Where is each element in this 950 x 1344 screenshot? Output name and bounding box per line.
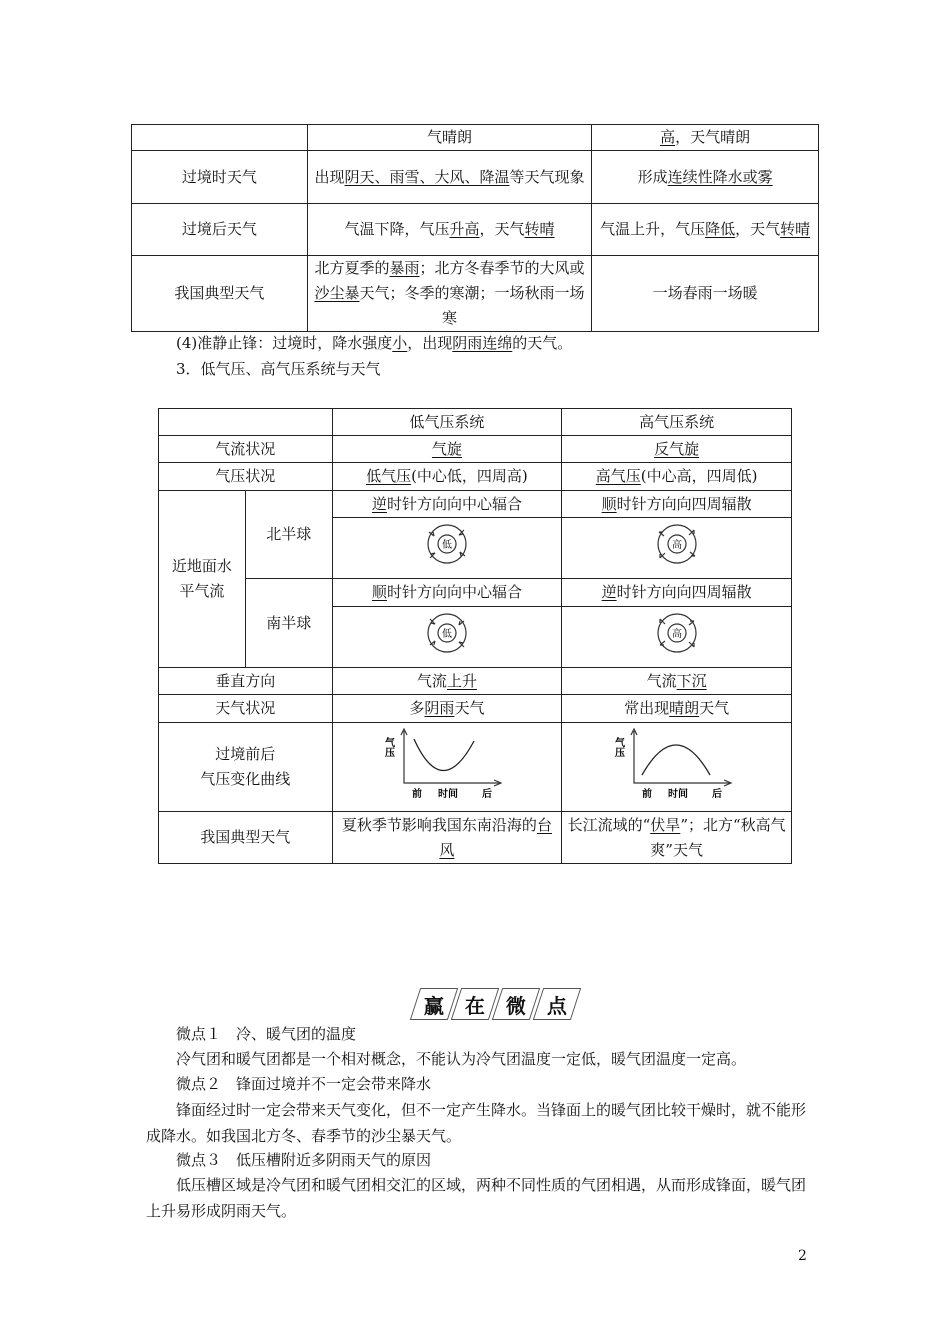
front-weather-table [131,124,819,332]
cell-after-warm [592,204,819,256]
point-3-title: 微点３ 低压槽附近多阴雨天气的原因 [176,1151,432,1169]
text-segment: 夏秋季节影响我国东南沿海的 [341,815,537,834]
banner-char-3: 微 [492,988,540,1020]
cell-typical-cold [307,256,592,332]
text-segment: 多 [409,699,425,717]
svg-text:后: 后 [711,789,722,800]
text-segment: 北方夏季的 [314,259,390,277]
text-segment: ，天气 [479,220,525,238]
svg-text:高: 高 [671,540,682,551]
point-1-title: 微点１ 冷、暖气团的温度 [176,1025,357,1043]
text-segment: 时针方向向中心辐合 [386,583,522,601]
svg-text:时间: 时间 [437,789,458,800]
underlined-answer: 阴雨连绵 [452,334,513,352]
cyclone-north-diagram [417,518,477,570]
svg-text:高: 高 [671,629,682,640]
text-segment: 常出现 [624,699,670,717]
cell-after-cold [307,204,592,256]
svg-text:气压: 气压 [382,737,394,757]
cell-typical-warm: 一场春雨一场暖 [592,256,819,332]
label-horizontal: 近地面水平气流 [159,491,246,668]
text-segment: 气流 [416,671,447,690]
text-segment: ；北方冬春季节的大风或 [419,259,585,277]
text-segment: 气温下降，气压 [344,220,450,238]
high-pressure-curve [642,745,710,775]
row-label-passing: 过境时天气 [132,151,308,204]
label-weather: 天气状况 [159,695,333,723]
north-high-text [562,491,792,518]
point-2-text: 锋面经过时一定会带来天气变化，但不一定产生降水。当锋面上的暖气团比较干燥时，就不能形成降水。如我国北方冬、春季节的沙尘暴天气。 [146,1101,807,1145]
cell-empty [159,409,333,436]
text-segment: ，天气 [735,220,781,238]
underlined-answer: 上升 [446,671,477,690]
cell-empty [132,125,308,151]
text-segment: 长江流域的“ [567,815,651,834]
page-number: 2 [798,1248,807,1264]
text-segment: 天气 [699,699,730,717]
header-high: 高气压系统 [562,409,792,436]
row-label-after: 过境后天气 [132,204,308,256]
underlined-answer: 阴雨 [424,699,455,717]
point-2-title: 微点２ 锋面过境并不一定会带来降水 [176,1075,432,1093]
underlined-answer: 降低 [705,220,736,238]
point-1-text: 冷气团和暖气团都是一个相对概念，不能认为冷气团温度一定低，暖气团温度一定高。 [176,1050,747,1068]
label-typical: 我国典型天气 [159,812,333,864]
weather-low [332,695,562,723]
underlined-answer: 升高 [449,220,480,238]
svg-text:后: 后 [481,789,492,800]
typical-low [332,812,562,864]
underlined-answer: 顺 [371,583,387,601]
text-segment: 出现 [314,167,345,186]
flow-low: 气旋 [332,436,562,463]
text-segment: 气温上升，气压 [600,220,706,238]
text-segment: ”；北方“秋高气爽”天气 [650,815,786,859]
high-pressure-curve-graph [612,725,742,801]
row-label-typical: 我国典型天气 [132,256,308,332]
vertical-high [562,668,792,695]
text-segment: 形成 [637,167,668,186]
banner-char-4: 点 [533,988,581,1020]
low-pressure-curve-graph [382,725,512,801]
underlined-answer: 阴天、雨雪、大风、降温 [344,167,510,186]
anticyclone-south-diagram [647,607,707,659]
text-segment: 时针方向向四周辐散 [616,583,752,601]
text-segment: 时针方向向四周辐散 [616,494,752,513]
underlined-answer: 伏旱 [650,815,681,834]
underlined-answer: 小 [392,334,408,352]
underlined-answer: 顺 [601,494,617,513]
quasi-stationary-front-text [176,331,572,355]
svg-text:前: 前 [641,789,652,800]
text-segment: 天气 [454,699,485,717]
pressure-high: 高气压(中心高，四周低) [562,463,792,491]
underlined-answer: 晴朗 [669,699,700,717]
south-high-text [562,579,792,607]
pressure-system-table [158,408,792,864]
text-segment: 时针方向向中心辐合 [386,494,522,513]
section-banner [415,988,579,1020]
underlined-answer: 逆 [601,583,617,601]
svg-text:时间: 时间 [667,789,688,800]
underlined-answer: 台风 [439,815,552,859]
text-segment: 等天气现象 [509,167,585,186]
banner-char-2: 在 [451,988,499,1020]
svg-text:低: 低 [441,629,452,640]
label-south: 南半球 [245,579,332,668]
text-segment: ，出现 [407,334,453,352]
text-segment: 气流 [646,671,677,690]
north-high-diagram [562,518,792,579]
cell-passing-warm [592,151,819,204]
anticyclone-north-diagram [647,518,707,570]
pressure-low: 低气压(中心低，四周高) [332,463,562,491]
svg-text:前: 前 [411,789,422,800]
curve-low [332,723,562,812]
flow-high: 反气旋 [562,436,792,463]
north-low-diagram [332,518,562,579]
cell-row0-col3: 高，天气晴朗 [592,125,819,151]
label-vertical: 垂直方向 [159,668,333,695]
header-low: 低气压系统 [332,409,562,436]
underlined-answer: 连续性降水或雾 [667,167,773,186]
south-high-diagram [562,607,792,668]
cyclone-south-diagram [417,607,477,659]
weather-high [562,695,792,723]
south-low-diagram [332,607,562,668]
label-curve: 过境前后 气压变化曲线 [159,723,333,812]
typical-high [562,812,792,864]
label-pressure: 气压状况 [159,463,333,491]
text-segment: 的天气。 [512,334,573,352]
south-low-text [332,579,562,607]
underlined-answer: 暴雨 [389,259,420,277]
underlined-answer: 沙尘暴 [314,284,360,302]
cell-row0-col2: 气晴朗 [307,125,592,151]
north-low-text [332,491,562,518]
vertical-low [332,668,562,695]
banner-char-1: 赢 [410,988,458,1020]
svg-text:低: 低 [441,540,452,551]
cell-passing-cold [307,151,592,204]
label-north: 北半球 [245,491,332,579]
label-flow: 气流状况 [159,436,333,463]
curve-high [562,723,792,812]
point-3-text: 低压槽区域是冷气团和暖气团相交汇的区域，两种不同性质的气团相遇，从而形成锋面，暖气团上升易形成阴雨天气。 [146,1176,807,1220]
underlined-answer: 转晴 [780,220,811,238]
text-segment: 天气；冬季的寒潮；一场秋雨一场寒 [359,284,585,327]
svg-text:气压: 气压 [612,737,624,757]
low-pressure-curve [414,739,474,771]
underlined-answer: 逆 [371,494,387,513]
text-segment: (4)准静止锋：过境时，降水强度 [176,334,393,352]
section-3-title: 3．低气压、高气压系统与天气 [176,360,381,378]
underlined-answer: 下沉 [676,671,707,690]
underlined-answer: 转晴 [524,220,555,238]
